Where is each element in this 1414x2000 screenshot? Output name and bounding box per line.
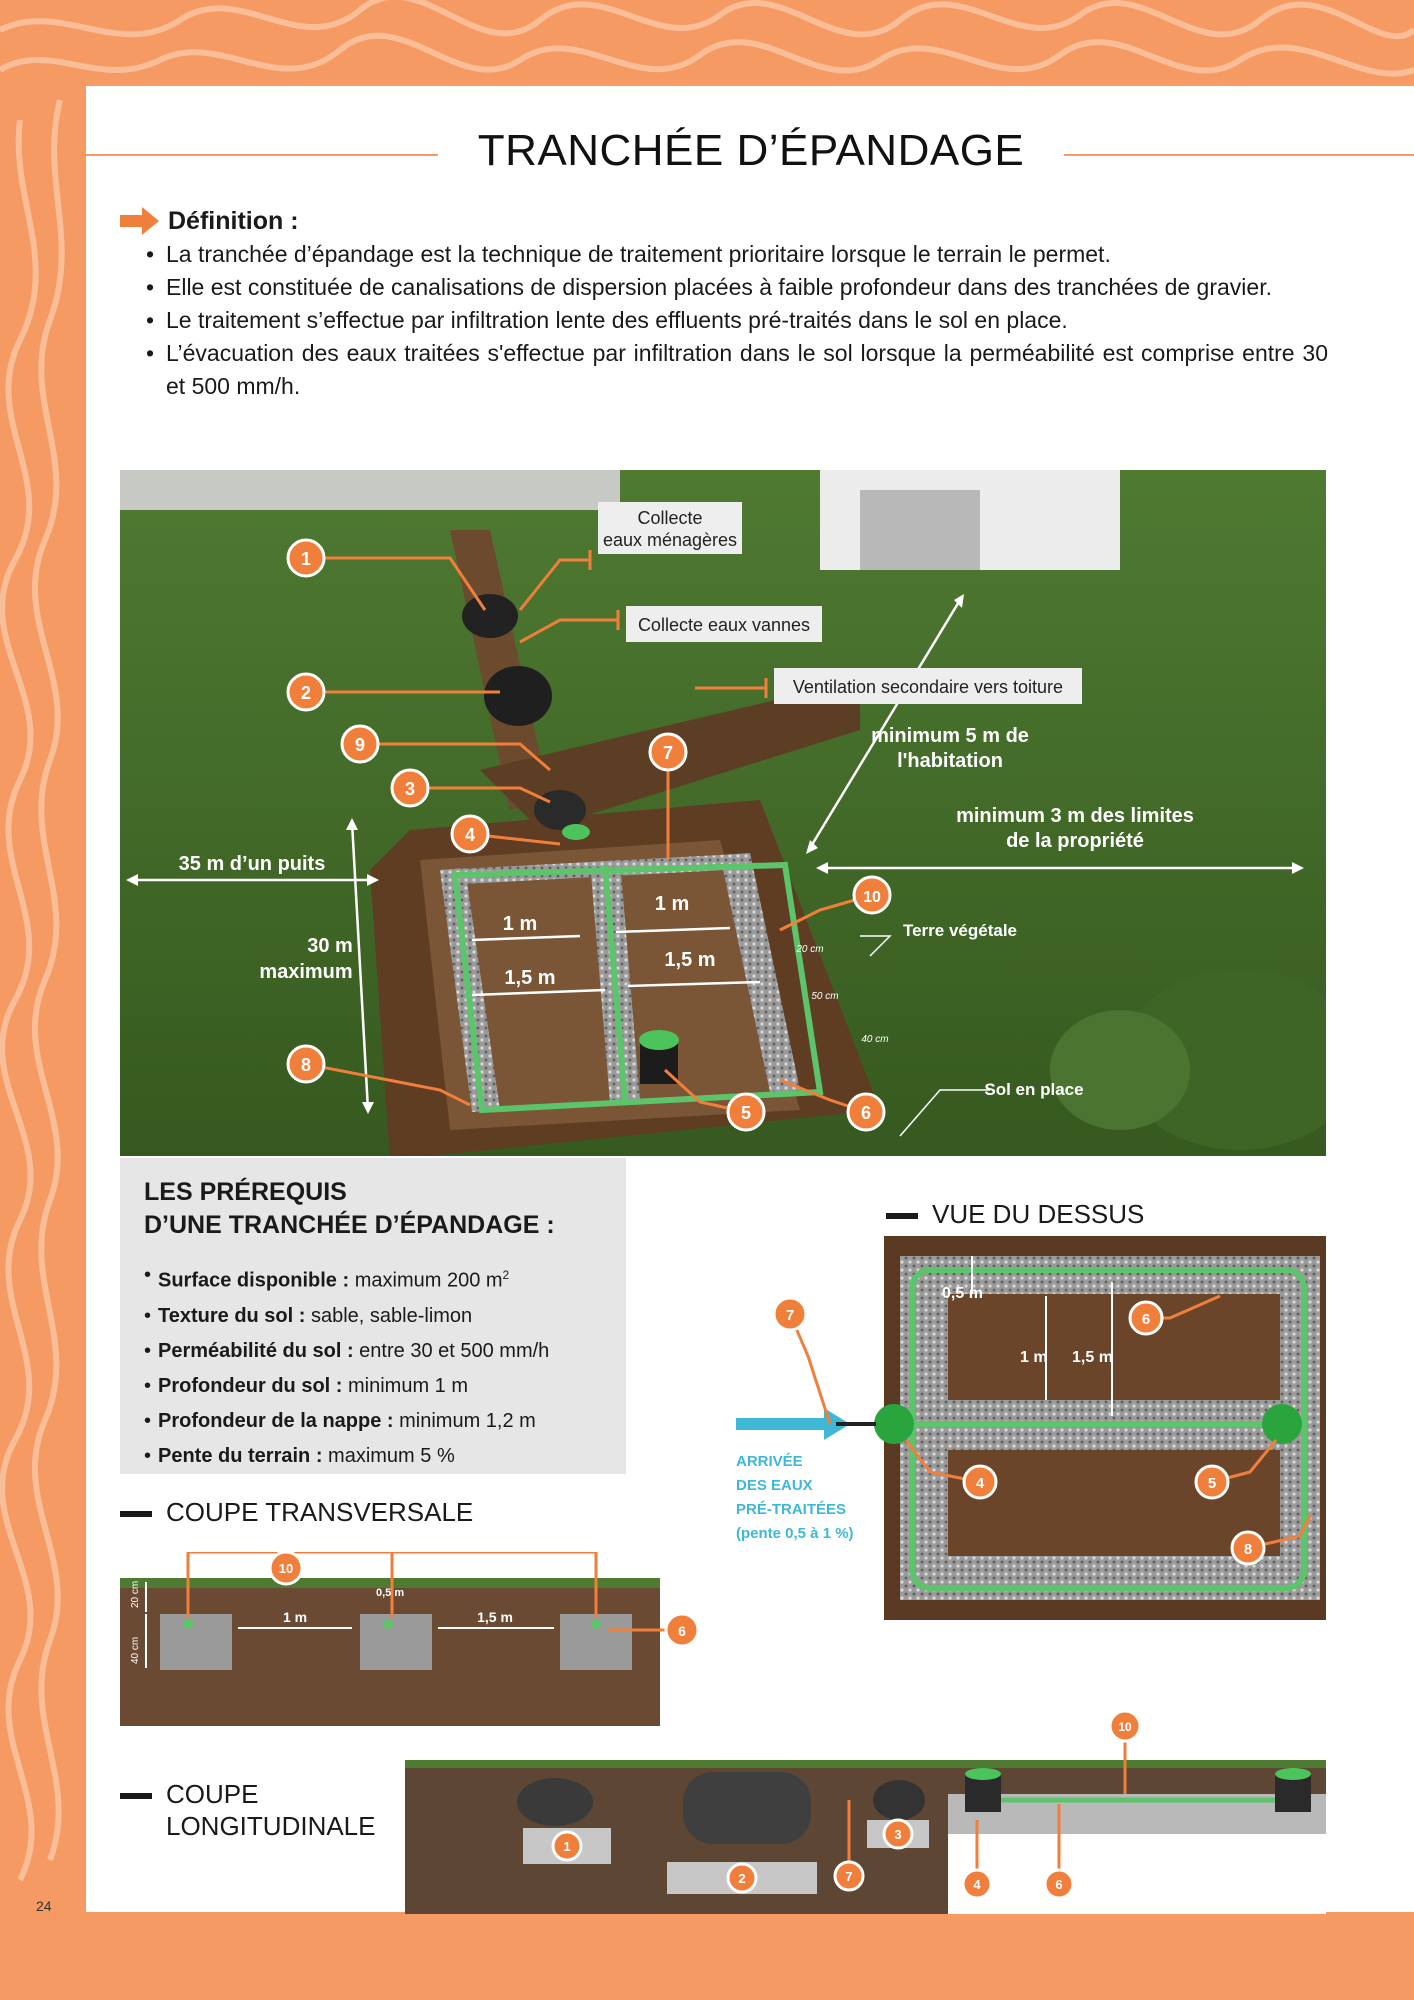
marker-9	[342, 726, 378, 762]
svg-text:6: 6	[678, 1623, 686, 1639]
label-min3-1: minimum 3 m des limites	[956, 805, 1194, 827]
marker-2	[288, 674, 324, 710]
page-title: TRANCHÉE D’ÉPANDAGE	[477, 126, 1025, 175]
marker-5	[728, 1094, 764, 1130]
cl-marker-1	[553, 1832, 581, 1860]
svg-text:2: 2	[738, 1871, 746, 1886]
ct-marker-10	[270, 1552, 302, 1584]
vue-marker-6	[1130, 1302, 1162, 1334]
svg-text:10: 10	[1118, 1720, 1132, 1734]
arrivee-line-3: PRÉ-TRAITÉES	[736, 1501, 847, 1518]
label-15m-a: 1,5 m	[504, 967, 556, 989]
prerequisite-item: • Profondeur du sol : minimum 1 m	[144, 1369, 602, 1404]
label-puits: 35 m d’un puits	[178, 853, 326, 875]
prerequisite-item: • Texture du sol : sable, sable-limon	[144, 1299, 602, 1334]
svg-text:6: 6	[1141, 1311, 1151, 1328]
marker-7	[650, 734, 686, 770]
svg-text:5: 5	[740, 1103, 752, 1123]
svg-text:3: 3	[894, 1827, 902, 1842]
cl-marker-4	[963, 1870, 991, 1898]
ct-label-20cm: 20 cm	[130, 1580, 141, 1608]
marker-10	[854, 877, 890, 913]
vue-marker-4	[964, 1466, 996, 1498]
arrivee-line-1: ARRIVÉE	[736, 1453, 803, 1470]
svg-text:10: 10	[278, 1561, 294, 1576]
definition-list	[146, 238, 1328, 403]
definition-heading-row	[120, 204, 299, 238]
label-30m-1: 30 m	[307, 935, 353, 957]
vue-label-1m: 1 m	[1020, 1349, 1048, 1366]
label-min3-2: de la propriété	[1006, 830, 1144, 852]
svg-text:6: 6	[860, 1103, 872, 1123]
cl-marker-10	[1110, 1711, 1140, 1741]
label-terre-vegetale: Terre végétale	[902, 921, 1018, 940]
label-50cm: 50 cm	[811, 991, 839, 1002]
section-bar	[120, 1793, 152, 1799]
svg-text:7: 7	[785, 1307, 795, 1324]
vue-dessus-heading: VUE DU DESSUS	[886, 1198, 1144, 1230]
svg-text:2: 2	[300, 683, 312, 703]
svg-text:4: 4	[464, 825, 476, 845]
prerequisite-item: • Profondeur de la nappe : minimum 1,2 m	[144, 1404, 602, 1439]
svg-text:4: 4	[973, 1877, 981, 1892]
prerequisites-heading-2: D’UNE TRANCHÉE D’ÉPANDAGE :	[144, 1211, 555, 1239]
svg-text:7: 7	[845, 1869, 853, 1884]
label-collecte-menageres-1: Collecte	[637, 508, 703, 528]
label-15m-b: 1,5 m	[664, 949, 716, 971]
label-ventilation: Ventilation secondaire vers toiture	[792, 677, 1064, 697]
cl-marker-2	[728, 1864, 756, 1892]
svg-text:8: 8	[300, 1055, 312, 1075]
svg-text:1: 1	[300, 549, 312, 569]
prerequisite-item: • Perméabilité du sol : entre 30 et 500 mm/h	[144, 1334, 602, 1369]
label-collecte-menageres-2: eaux ménagères	[602, 530, 738, 550]
label-1m-b: 1 m	[654, 893, 690, 915]
label-40cm: 40 cm	[861, 1034, 889, 1045]
ct-label-1m: 1 m	[282, 1609, 308, 1625]
label-20cm: 20 cm	[796, 944, 824, 955]
cl-marker-3	[884, 1820, 912, 1848]
svg-text:9: 9	[354, 735, 366, 755]
ct-marker-6	[666, 1614, 698, 1646]
arrow-right-icon	[120, 206, 160, 236]
svg-text:10: 10	[863, 889, 881, 906]
page-number: 24	[36, 1898, 52, 1914]
cl-marker-7	[835, 1862, 863, 1890]
ct-label-15m: 1,5 m	[477, 1609, 513, 1625]
definition-item: • L’évacuation des eaux traitées s'effectue par infiltration dans le sol lorsque la perméabilité est comprise entre 30 et 500 mm/h.	[146, 337, 1328, 403]
definition-heading: Définition :	[168, 206, 299, 235]
label-30m-2: maximum	[259, 961, 353, 983]
marker-1	[288, 540, 324, 576]
svg-text:5: 5	[1207, 1475, 1217, 1492]
svg-text:1: 1	[563, 1839, 571, 1854]
arrivee-line-2: DES EAUX	[736, 1477, 813, 1494]
arrivee-line-4: (pente 0,5 à 1 %)	[736, 1525, 854, 1542]
prerequisite-item: • Pente du terrain : maximum 5 %	[144, 1439, 602, 1474]
main-illustration	[120, 470, 1326, 1156]
definition-item: • La tranchée d’épandage est la technique de traitement prioritaire lorsque le terrain le permet.	[146, 238, 1328, 271]
section-bar	[120, 1511, 152, 1517]
coupe-transversale-illustration	[120, 1552, 700, 1726]
ct-label-40cm: 40 cm	[130, 1636, 141, 1664]
prerequisite-item: • Surface disponible : maximum 200 $m^2$	[144, 1258, 602, 1299]
svg-text:3: 3	[404, 779, 416, 799]
marker-8	[288, 1046, 324, 1082]
prerequisites-list	[144, 1258, 602, 1474]
label-sol-en-place: Sol en place	[984, 1080, 1084, 1099]
label-collecte-vannes: Collecte eaux vannes	[637, 615, 811, 635]
prerequisites-box	[120, 1158, 626, 1474]
coupe-longitudinale-illustration	[405, 1704, 1326, 1914]
marker-3	[392, 770, 428, 806]
label-1m-a: 1 m	[502, 913, 538, 935]
label-min5-2: l'habitation	[897, 750, 1003, 772]
title-rule-right	[1064, 154, 1414, 156]
vue-dessus-illustration	[700, 1236, 1326, 1620]
cl-marker-6	[1045, 1870, 1073, 1898]
ct-label-05m: 0,5 m	[376, 1587, 405, 1599]
vue-label-05m: 0,5 m	[942, 1285, 983, 1302]
svg-text:7: 7	[662, 743, 674, 763]
definition-item: • Le traitement s’effectue par infiltration lente des effluents pré-traités dans le sol en place.	[146, 304, 1328, 337]
vue-marker-8	[1232, 1532, 1264, 1564]
vue-marker-5	[1196, 1466, 1228, 1498]
title-row	[86, 126, 1414, 186]
vue-label-15m: 1,5 m	[1072, 1349, 1113, 1366]
svg-text:4: 4	[975, 1475, 985, 1492]
svg-text:8: 8	[1243, 1541, 1253, 1558]
vue-marker-7	[774, 1298, 806, 1330]
label-min5-1: minimum 5 m de	[871, 725, 1029, 747]
coupe-transversale-heading: COUPE TRANSVERSALE	[120, 1496, 473, 1528]
title-rule-left	[86, 154, 438, 156]
prerequisites-heading-1: LES PRÉREQUIS	[144, 1178, 347, 1206]
coupe-longitudinale-heading: COUPE LONGITUDINALE	[120, 1778, 376, 1842]
marker-6	[848, 1094, 884, 1130]
section-bar	[886, 1213, 918, 1219]
marker-4	[452, 816, 488, 852]
svg-text:6: 6	[1055, 1877, 1063, 1892]
definition-item: • Elle est constituée de canalisations de dispersion placées à faible profondeur dans des tranchées de gravier.	[146, 271, 1328, 304]
